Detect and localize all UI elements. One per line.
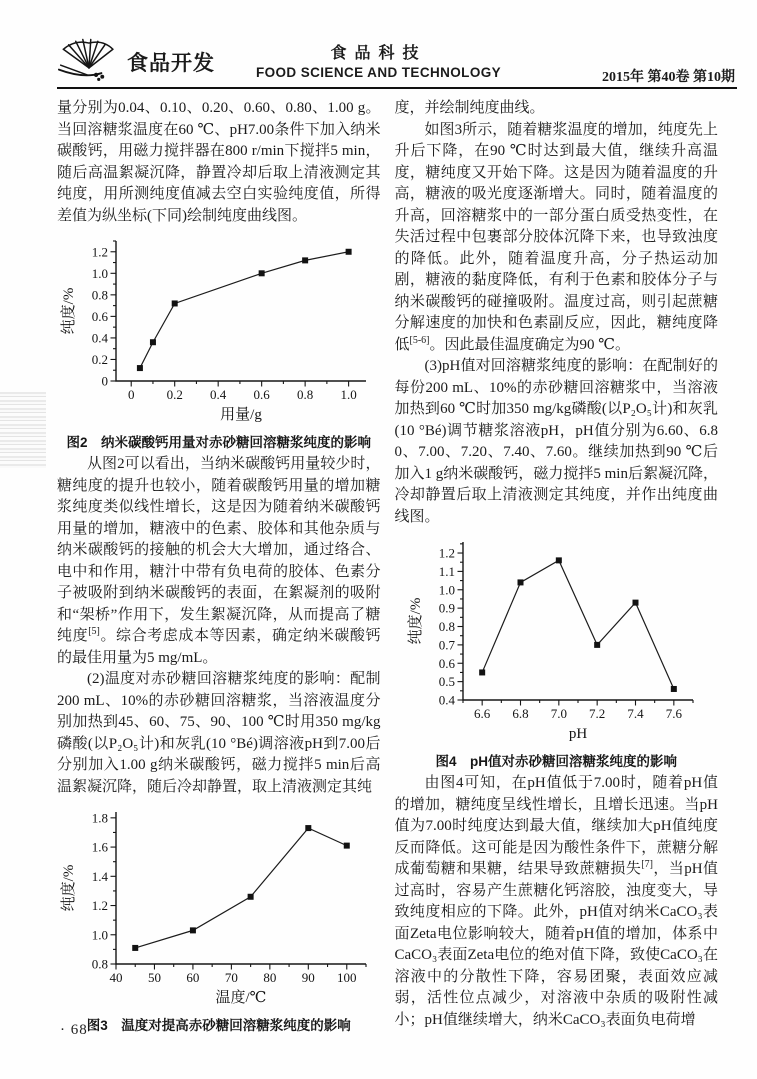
svg-text:温度/℃: 温度/℃ xyxy=(215,990,267,1006)
paragraph-continuation: 度，并绘制纯度曲线。 xyxy=(394,100,545,116)
svg-text:0.6: 0.6 xyxy=(91,308,108,324)
svg-text:7.4: 7.4 xyxy=(627,706,644,721)
svg-text:1.1: 1.1 xyxy=(439,563,456,579)
figure2-caption: 图2 纳米碳酸钙用量对赤砂糖回溶糖浆纯度的影响 xyxy=(66,435,371,450)
figure-3 xyxy=(57,802,381,1034)
figure4-caption: 图4 pH值对赤砂糖回溶糖浆纯度的影响 xyxy=(435,754,677,769)
svg-text:1.0: 1.0 xyxy=(340,387,357,402)
paragraph-temperature-method: (2)温度对赤砂糖回溶糖浆纯度的影响：配制200 mL、10%的赤砂糖回溶糖浆，当溶液温度分别加热到45、60、75、90、100 ℃时用350 mg/kg磷酸(以P₂O₅计)和灰乳(10 °Bé)调溶液pH到7.00后分别加入1.00 g纳米碳酸钙，磁力搅拌5 min后高温絮凝沉降，随后冷却静置，取上清液测定其纯 xyxy=(57,671,381,795)
svg-text:70: 70 xyxy=(224,970,238,985)
svg-text:纯度/%: 纯度/% xyxy=(408,597,425,645)
svg-text:0.5: 0.5 xyxy=(439,674,456,690)
svg-text:0.4: 0.4 xyxy=(209,387,227,402)
right-column xyxy=(395,98,719,1037)
figure3-caption: 图3 温度对提高赤砂糖回溶糖浆纯度的影响 xyxy=(86,1018,351,1033)
svg-text:纯度/%: 纯度/% xyxy=(60,287,77,335)
figure-4 xyxy=(395,532,719,770)
page-number: · 68 · xyxy=(60,1022,99,1038)
svg-text:1.0: 1.0 xyxy=(91,927,108,943)
svg-text:1.2: 1.2 xyxy=(439,545,456,561)
page-header xyxy=(0,0,757,90)
svg-text:0.2: 0.2 xyxy=(91,351,108,367)
figure-2 xyxy=(57,231,381,451)
paragraph-fig2-discussion: 从图2可以看出，当纳米碳酸钙用量较少时，糖纯度的提升也较小，随着碳酸钙用量的增加糖浆纯度类似线性增长，这是因为随着纳米碳酸钙用量的增加，糖液中的色素、胶体和其他杂质与纳米碳酸钙的接触的机会大大增加，通过络合、电中和作用，糖汁中带有负电荷的胶体、色素分子被吸附到纳米碳酸钙的表面，在絮凝剂的吸附和“架桥”作用下，发生絮凝沉降，从而提高了糖纯度[5]。综合考虑成本等因素，确定纳米碳酸钙的最佳用量为5 mg/mL。 xyxy=(57,456,381,666)
left-column xyxy=(57,98,381,1037)
svg-text:1.2: 1.2 xyxy=(91,244,108,260)
svg-text:1.6: 1.6 xyxy=(91,839,108,855)
svg-text:0.8: 0.8 xyxy=(91,287,108,303)
svg-text:60: 60 xyxy=(186,970,200,985)
svg-text:1.0: 1.0 xyxy=(439,582,456,598)
svg-text:0: 0 xyxy=(101,373,108,389)
journal-title-cn: 食品科技 xyxy=(330,45,427,62)
paragraph-ph-method: (3)pH值对回溶糖浆纯度的影响：在配制好的每份200 mL、10%的赤砂糖回溶糖浆中，当溶液加热到60 ℃时加350 mg/kg磷酸(以P₂O₅计)和灰乳(10 °Bé)调节糖浆溶液pH，pH值分别为6.60、6.80、7.00、7.20、7.40、7.60。继续加热到90 ℃后加入1 g纳米碳酸钙，磁力搅拌5 min后絮凝沉降，冷却静置后取上清液测定其纯度，并作出纯度曲线图。 xyxy=(394,358,718,525)
svg-text:90: 90 xyxy=(301,970,315,985)
svg-text:0.4: 0.4 xyxy=(439,692,456,708)
svg-text:7.6: 7.6 xyxy=(665,706,683,721)
paragraph-fig3-discussion: 如图3所示，随着糖浆温度的增加，纯度先上升后下降，在90 ℃时达到最大值，继续升高温度，糖纯度又开始下降。这是因为随着温度的升高，糖液的吸光度逐渐增大。同时，随着温度的升高，回溶糖浆中的一部分蛋白质受热变性，在失活过程中包裹部分胶体沉降下来，也导致浊度的降低。此外，随着温度升高，分子热运动加剧，糖液的黏度降低，有利于色素和胶体分子与纳米碳酸钙的碰撞吸附。温度过高，则引起蔗糖分解速度的加快和色素副反应，因此，糖纯度降低[5-6]。因此最佳温度确定为90 ℃。 xyxy=(394,121,718,353)
svg-text:0.2: 0.2 xyxy=(166,387,183,402)
journal-title-en: FOOD SCIENCE AND TECHNOLOGY xyxy=(255,65,502,80)
svg-text:0.8: 0.8 xyxy=(439,619,456,635)
svg-text:0.4: 0.4 xyxy=(91,330,108,346)
svg-text:40: 40 xyxy=(109,970,123,985)
svg-text:1.2: 1.2 xyxy=(91,898,108,914)
svg-text:6.8: 6.8 xyxy=(512,706,529,721)
svg-text:0.8: 0.8 xyxy=(296,387,314,402)
paragraph-fig4-discussion: 由图4可知，在pH值低于7.00时，随着pH值的增加，糖纯度呈线性增长，且增长迅速。当pH值为7.00时纯度达到最大值，继续加大pH值纯度反而降低。这可能是因为酸性条件下，蔗糖分解成葡萄糖和果糖，结果导致蔗糖损失[7]，当pH值过高时，容易产生蔗糖化钙溶胶，浊度变大，导致纯度相应的下降。此外，pH值对纳米CaCO₃表面Zeta电位影响较大，随着pH值的增加，体系中CaCO₃表面Zeta电位的绝对值下降，致使CaCO₃在溶液中的分散性下降，容易团聚，表面效应减弱，活性位点减少，对溶液中杂质的吸附性减小；pH值继续增大，纳米CaCO₃表面负电荷增 xyxy=(394,775,718,1028)
svg-text:7.0: 7.0 xyxy=(550,706,568,721)
svg-text:50: 50 xyxy=(147,970,161,985)
svg-text:0.7: 0.7 xyxy=(439,637,456,653)
svg-text:0.8: 0.8 xyxy=(91,956,108,972)
svg-text:1.8: 1.8 xyxy=(91,810,108,826)
svg-text:100: 100 xyxy=(336,970,357,985)
svg-text:0.6: 0.6 xyxy=(439,655,456,671)
header-rule xyxy=(57,87,737,89)
svg-text:pH: pH xyxy=(569,726,588,742)
scan-artifact-stripes xyxy=(0,392,46,468)
svg-text:80: 80 xyxy=(263,970,277,985)
figure2-chart xyxy=(58,231,380,425)
issue-info: 2015年 第40卷 第10期 xyxy=(602,70,735,85)
logo-text: 食品开发 xyxy=(127,51,215,75)
svg-text:用量/g: 用量/g xyxy=(219,407,262,423)
figure3-chart xyxy=(58,802,380,1008)
svg-text:0.6: 0.6 xyxy=(253,387,270,402)
svg-text:1.0: 1.0 xyxy=(91,265,108,281)
figure4-chart xyxy=(405,532,707,744)
svg-text:7.2: 7.2 xyxy=(589,706,606,721)
svg-text:0: 0 xyxy=(127,387,135,402)
svg-text:6.6: 6.6 xyxy=(474,706,491,721)
paragraph-method-dosage: 量分别为0.04、0.10、0.20、0.60、0.80、1.00 g。当回溶糖浆温度在60 ℃、pH7.00条件下加入纳米碳酸钙，用磁力搅拌器在800 r/min下搅拌5 min，随后高温絮凝沉降，静置冷却后取上清液测定其纯度，用所测纯度值减去空白实验纯度值，所得差值为纵坐标(下同)绘制纯度曲线图。 xyxy=(57,100,381,224)
svg-text:1.4: 1.4 xyxy=(91,868,108,884)
svg-text:纯度/%: 纯度/% xyxy=(60,864,77,912)
two-column-body xyxy=(57,98,718,1037)
svg-text:0.9: 0.9 xyxy=(439,600,456,616)
